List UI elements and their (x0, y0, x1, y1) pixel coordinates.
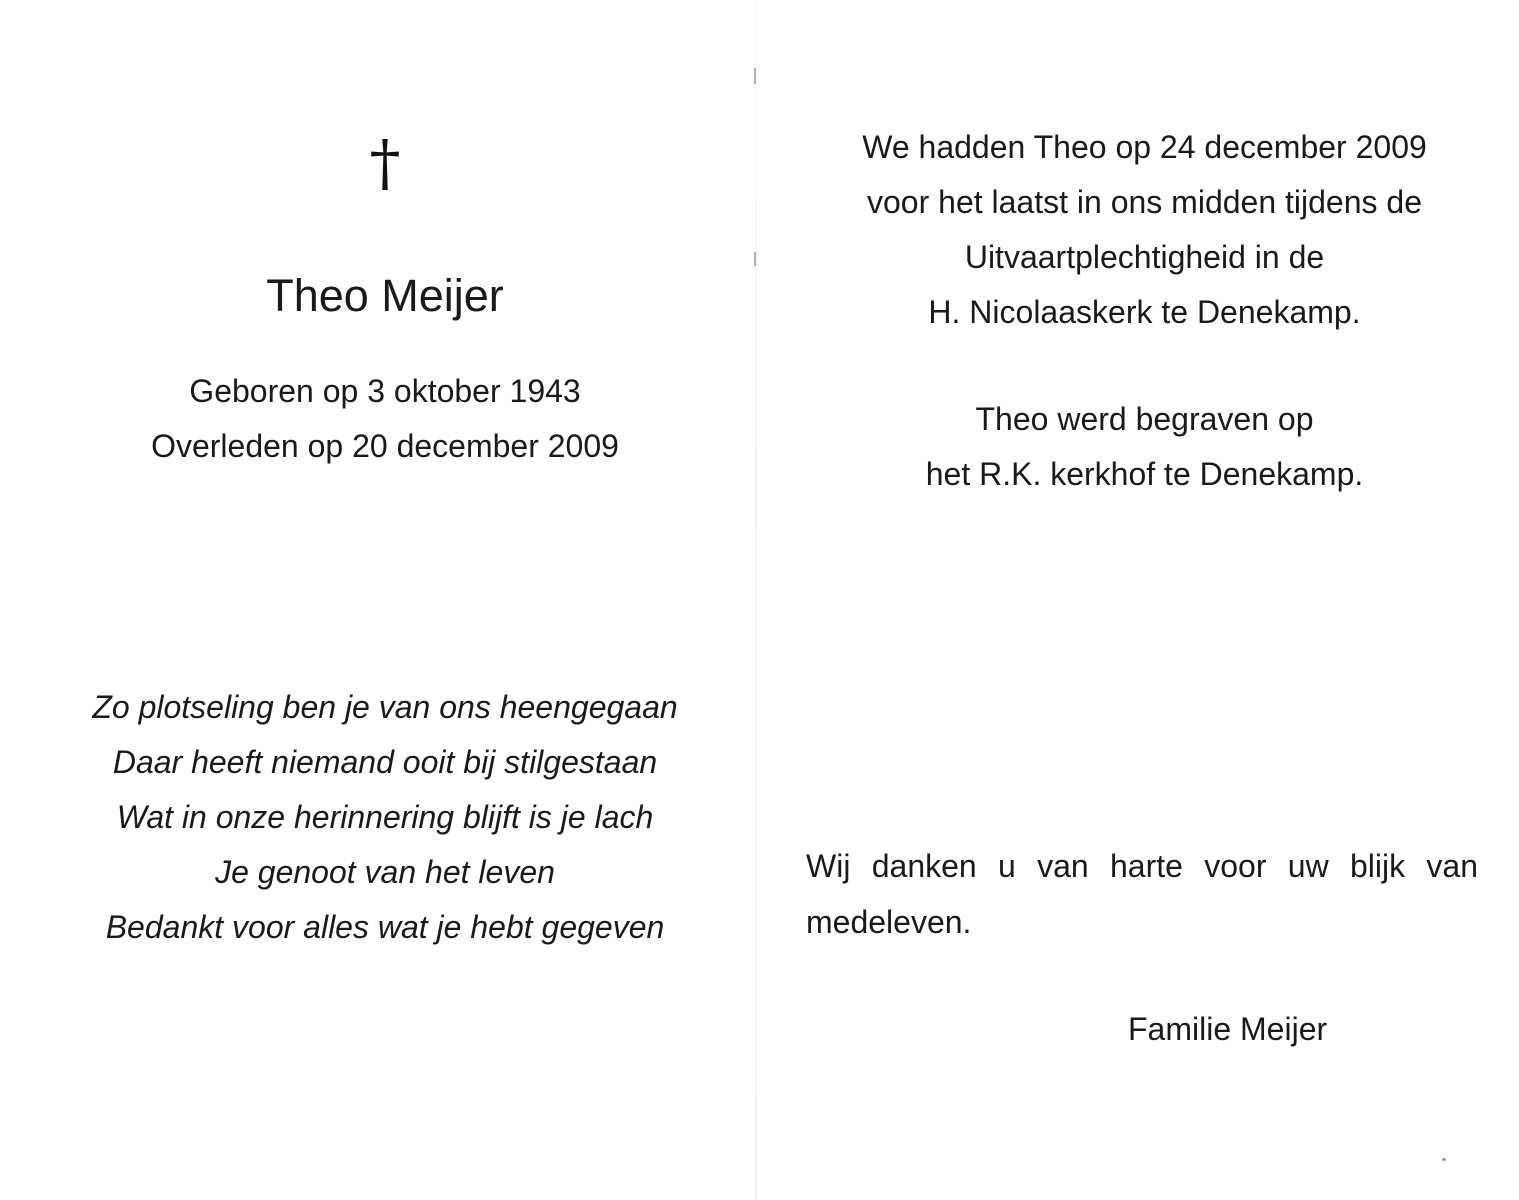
poem-line: Zo plotseling ben je van ons heengegaan (92, 689, 678, 725)
poem-line: Bedankt voor alles wat je hebt gegeven (105, 909, 665, 945)
funeral-line: We hadden Theo op 24 december 2009 (862, 129, 1427, 165)
birth-date-line: Geboren op 3 oktober 1943 (189, 373, 581, 409)
funeral-line: Uitvaartplechtigheid in de (964, 239, 1325, 275)
life-dates (0, 364, 770, 474)
burial-notice (770, 392, 1519, 502)
poem-line: Daar heeft niemand ooit bij stilgestaan (112, 744, 658, 780)
poem-line: Je genoot van het leven (215, 854, 555, 890)
funeral-notice (770, 120, 1519, 340)
funeral-line: voor het laatst in ons midden tijdens de (867, 184, 1422, 220)
deceased-name: Theo Meijer (266, 270, 504, 321)
burial-line: het R.K. kerkhof te Denekamp. (925, 456, 1364, 492)
burial-line: Theo werd begraven op (975, 401, 1314, 437)
funeral-line: H. Nicolaaskerk te Denekamp. (928, 294, 1361, 330)
thank-you-message: Wij danken u van harte voor uw blijk van medeleven. (806, 848, 1478, 940)
cross-icon: † (369, 126, 401, 199)
death-date-line: Overleden op 20 december 2009 (151, 428, 619, 464)
family-signature: Familie Meijer (1128, 1011, 1328, 1047)
card-right-panel (770, 0, 1519, 1200)
memorial-poem (0, 680, 770, 955)
poem-line: Wat in onze herinnering blijft is je lach (116, 799, 654, 835)
